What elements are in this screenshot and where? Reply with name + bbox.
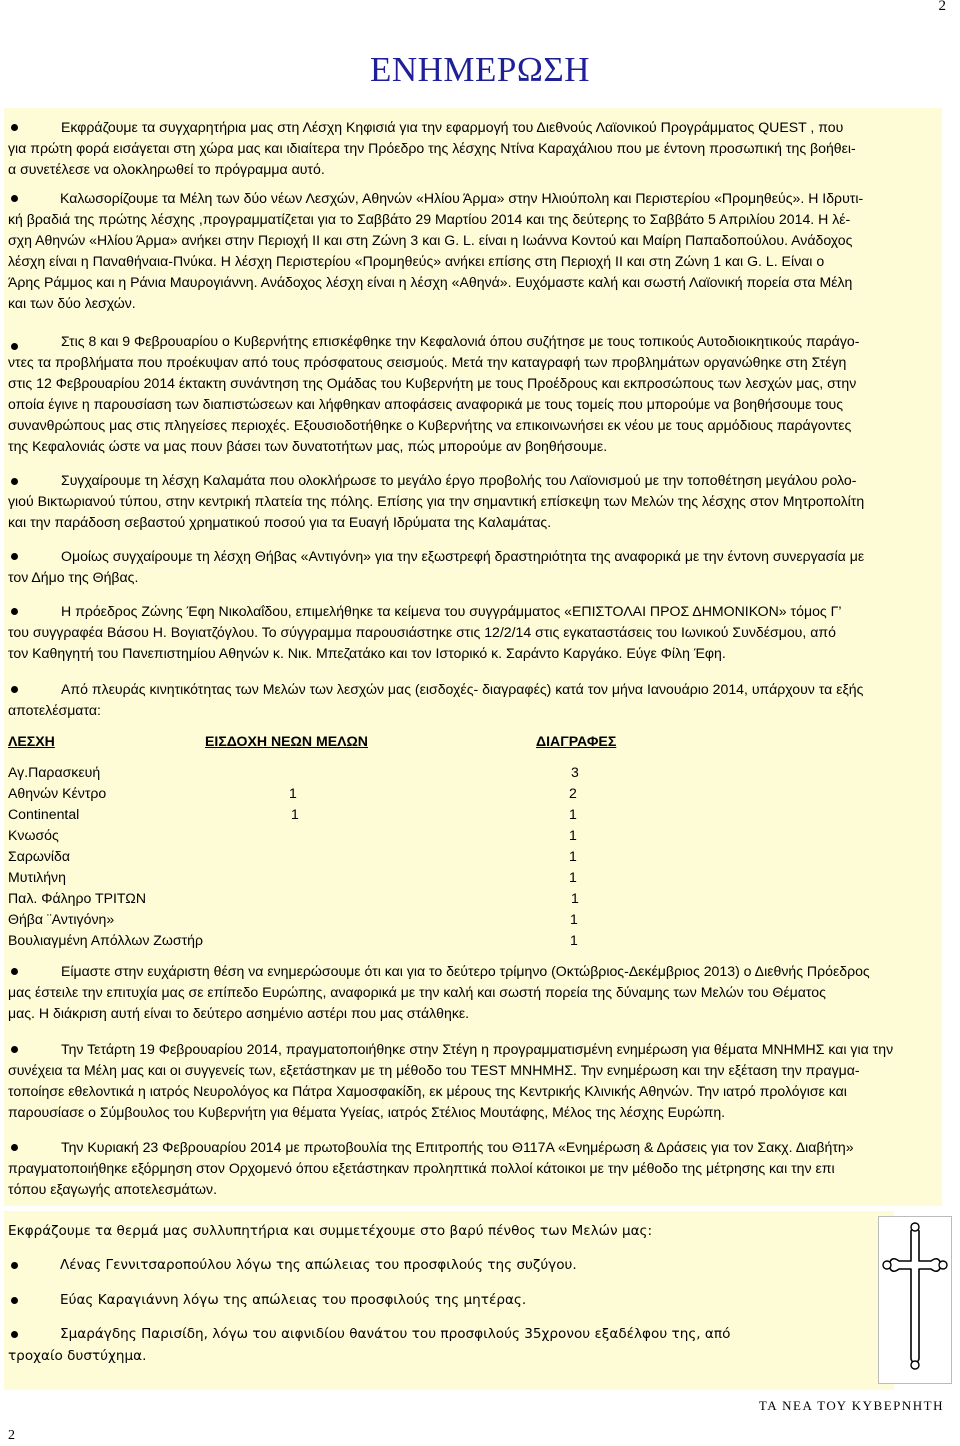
table-cell-removals: 1 <box>569 848 577 864</box>
paragraph-line: γιού Βικτωριανού τύπου, στην κεντρική πλατεία της πόλης. Επίσης για την σημαντική επίσκεψη των Μελών της λέσχης στον Μητροπολίτη <box>8 493 865 509</box>
paragraph-line: της Κεφαλονιάς ώστε να μας πουν βάσει των δυνατοτήτων μας, πώς μπορούμε αν βοηθήσουμε. <box>8 438 608 454</box>
cross-image <box>878 1216 952 1384</box>
paragraph-line: Ομοίως συγχαίρουμε τη λέσχη Θήβας «Αντιγόνη» για την εξωστρεφή δραστηριότητα της αναφορικά με την έντονη συνεργασία με <box>61 548 865 564</box>
news-paragraph <box>8 470 936 533</box>
table-cell-removals: 1 <box>569 827 577 843</box>
page-title: ΕΝΗΜΕΡΩΣΗ <box>369 50 591 89</box>
table-header-removals: ΔΙΑΓΡΑΦΕΣ <box>536 733 617 749</box>
paragraph-line: οποία έγινε η παρουσίαση των διαπιστώσεων και λήφθηκαν αποφάσεις αναφορικά με τους τομείς που μπορούμε να βοηθήσουμε τους <box>8 396 844 412</box>
table-cell-club: Βουλιαγμένη Απόλλων Ζωστήρ <box>8 932 204 948</box>
paragraph-line: για πρώτη φορά εισάγεται στη χώρα μας και ιδιαίτερα την Πρόεδρο της λέσχης Ντίνα Καραχάλιου που με έντονη προσωπική της βοήθει- <box>8 140 856 156</box>
paragraph-line: παρουσίασε ο Σύμβουλος του Κυβερνήτη για θέματα Υγείας, ιατρός Στέλιος Μουτάφης, Μέλος της λέσχης Ευρώπη. <box>8 1104 726 1120</box>
paragraph-line: Είμαστε στην ευχάριστη θέση να ενημερώσουμε ότι και για το δεύτερο τρίμηνο (Οκτώβριος-Δεκέμβριος 2013) ο Διεθνής Πρόεδρος <box>61 963 870 979</box>
table-cell-removals: 1 <box>569 806 577 822</box>
paragraph-line: τοποίησε εθελοντικά η ιατρός Νευρολόγος κα Πάτρα Χαμοσφακίδη, εκ μέρους της Κεντρικής Κλινικής Αθηνών. Την ιατρό προλόγισε και <box>8 1083 847 1099</box>
news-paragraph <box>8 546 936 588</box>
paragraph-line: λέσχη είναι η Παναθήναια-Πνύκα. Η λέσχη Περιστερίου «Προμηθεύς» ανήκει επίσης στη Περιοχή ΙΙ και στη Ζώνη 1 και G. L. Είναι ο <box>8 253 825 269</box>
newsletter-footer: ΤΑ ΝΕΑ ΤΟΥ ΚΥΒΕΡΝΗΤΗ <box>758 1398 944 1413</box>
paragraph-line: Την Κυριακή 23 Φεβρουαρίου 2014 με πρωτοβουλία της Επιτροπής του Θ117Α «Ενημέρωση & Δράσεις για τον Σακχ. Διαβήτη» <box>61 1139 854 1155</box>
bullet-icon <box>11 1262 18 1269</box>
news-paragraph <box>8 679 936 721</box>
table-row <box>8 869 708 890</box>
condolences-intro: Εκφράζουμε τα θερμά μας συλλυπητήρια και συμμετέχουμε στο βαρύ πένθος των Μελών μας: <box>8 1223 653 1239</box>
paragraph-line: Εκφράζουμε τα συγχαρητήρια μας στη Λέσχη Κηφισιά για την εφαρμογή του Διεθνούς Λαϊονικού Προγράμματος QUEST , που <box>61 119 844 135</box>
bullet-icon <box>11 1331 18 1338</box>
page-number-top: 2 <box>938 0 946 14</box>
paragraph-line: ντες τα προβλήματα που προέκυψαν από τους πρόσφατους σεισμούς. Μετά την καταγραφή των προβλημάτων οργανώθηκε στη Στέγη <box>8 354 847 370</box>
paragraph-line: τον Καθηγητή του Πανεπιστημίου Αθηνών κ. Νικ. Μπεζατάκο και τον Ιστορικό κ. Σαράντο Καργάκο. Εύγε Φίλη Έφη. <box>8 645 726 661</box>
table-header-club: ΛΕΣΧΗ <box>8 733 55 749</box>
table-cell-removals: 1 <box>570 932 578 948</box>
paragraph-line: τον Δήμο της Θήβας. <box>8 569 139 585</box>
news-paragraph <box>8 601 936 664</box>
table-row <box>8 806 708 827</box>
condolence-item-continuation: τροχαίο δυστύχημα. <box>8 1348 147 1364</box>
paragraph-line: συνέχεια τα Μέλη μας και οι συγγενείς των, εξετάστηκαν με τη μέθοδο του TEST ΜΝΗΜΗΣ. Την ενημέρωση και την εξέταση την πραγμα- <box>8 1062 860 1078</box>
paragraph-line: στις 12 Φεβρουαρίου 2014 έκτακτη συνάντηση της Ομάδας του Κυβερνήτη με τους Προέδρους και εκπροσώπους των λεσχών μας, στην <box>8 375 857 391</box>
table-header-admissions: ΕΙΣΔΟΧΗ ΝΕΩΝ ΜΕΛΩΝ <box>205 733 368 749</box>
table-row <box>8 932 708 953</box>
paragraph-line: Την Τετάρτη 19 Φεβρουαρίου 2014, πραγματοποιήθηκε στην Στέγη η προγραμματισμένη ενημέρωση για θέματα ΜΝΗΜΗΣ και για την <box>61 1041 894 1057</box>
table-row <box>8 890 708 911</box>
condolence-item: Σμαράγδης Παρισίδη, λόγω του αιφνιδίου θανάτου του προσφιλούς 35χρονου εξαδέλφου της, από <box>60 1326 731 1342</box>
paragraph-line: κή βραδιά της πρώτης λέσχης ,προγραμματίζεται για το Σαββάτο 29 Μαρτίου 2014 και της δεύτερης το Σαββάτο 5 Απριλίου 2014. Η λέ- <box>8 211 851 227</box>
bullet-icon <box>11 1297 18 1304</box>
paragraph-line: Συγχαίρουμε τη λέσχη Καλαμάτα που ολοκλήρωσε το μεγάλο έργο προβολής του Λαϊονισμού με την τοποθέτηση μεγάλου ρολο- <box>61 472 857 488</box>
news-paragraph <box>8 331 936 457</box>
paragraph-line: μας έστειλε την επιτυχία μας σε επίπεδο Ευρώπης, αναφορικά με την καλή και σωστή πορεία της δύναμης των Μελών του Θέματος <box>8 984 826 1000</box>
news-paragraph <box>8 1039 936 1123</box>
table-cell-admissions: 1 <box>289 785 297 801</box>
table-cell-club: Κνωσός <box>8 827 59 843</box>
table-cell-admissions: 1 <box>291 806 299 822</box>
page-number-bottom: 2 <box>8 1428 15 1443</box>
paragraph-line: και των δύο λεσχών. <box>8 295 136 311</box>
news-paragraph <box>8 117 936 180</box>
paragraph-line: Άρης Ράμμος και η Ράνια Μαυρογιάννη. Ανάδοχος λέσχη είναι η λέσχη «Αθηνά». Ευχόμαστε καλή και σωστή Λαϊονική πορεία στα Μέλη <box>8 274 853 290</box>
news-paragraph <box>8 1137 936 1200</box>
table-cell-club: Θήβα ¨Αντιγόνη» <box>8 911 115 927</box>
news-paragraph <box>8 188 936 314</box>
paragraph-line: του συγγραφέα Βάσου Η. Βογιατζόγλου. Το σύγγραμμα παρουσιάστηκε στις 12/2/14 στις εγκαταστάσεις του Ιωνικού Συνδέσμου, από <box>8 624 836 640</box>
paragraph-line: Στις 8 και 9 Φεβρουαρίου ο Κυβερνήτης επισκέφθηκε την Κεφαλονιά όπου συζήτησε με τους τοπικούς Αυτοδιοικητικούς παράγο- <box>61 333 860 349</box>
cross-icon <box>879 1217 951 1383</box>
paragraph-line: μας. Η διάκριση αυτή είναι το δεύτερο ασημένιο αστέρι που μας στάλθηκε. <box>8 1005 470 1021</box>
table-cell-removals: 1 <box>571 890 579 906</box>
paragraph-line: σχη Αθηνών «Ηλίου Άρμα» ανήκει στην Περιοχή ΙΙ και στη Ζώνη 3 και G. L. είναι η Ιωάννα Κοντού και Μαίρη Παπαδοπούλου. Ανάδοχος <box>8 232 853 248</box>
table-cell-club: Continental <box>8 806 80 822</box>
paragraph-line: α συνετέλεσε να ολοκληρωθεί το πρόγραμμα αυτό. <box>8 161 325 177</box>
table-cell-club: Μυτιλήνη <box>8 869 66 885</box>
table-row <box>8 764 708 785</box>
table-cell-club: Αγ.Παρασκευή <box>8 764 101 780</box>
table-row <box>8 848 708 869</box>
paragraph-line: συνανθρώπους μας στις πληγείσες περιοχές. Εξουσιοδοτήθηκε ο Κυβερνήτης να επικοινωνήσει εκ νέου με τους αρμόδιους παράγοντες <box>8 417 852 433</box>
news-paragraph <box>8 961 936 1024</box>
table-row <box>8 827 708 848</box>
paragraph-line: και την παράδοση σεβαστού χρηματικού ποσού για τα Ευαγή Ιδρύματα της Καλαμάτας. <box>8 514 552 530</box>
paragraph-line: πραγματοποιήθηκε εξόρμηση στον Ορχομενό όπου εξετάστηκαν προληπτικά πολλοί κάτοικοι με την μέθοδο της μέτρησης και την επι <box>8 1160 835 1176</box>
condolence-item: Εύας Καραγιάννη λόγω της απώλειας του προσφιλούς της μητέρας. <box>60 1292 527 1308</box>
table-cell-club: Παλ. Φάληρο ΤΡΙΤΩΝ <box>8 890 146 906</box>
table-cell-removals: 2 <box>569 785 577 801</box>
table-cell-removals: 1 <box>570 911 578 927</box>
table-row <box>8 911 708 932</box>
paragraph-line: αποτελέσματα: <box>8 702 101 718</box>
paragraph-line: Από πλευράς κινητικότητας των Μελών των λεσχών μας (εισδοχές- διαγραφές) κατά τον μήνα Ιανουάριο 2014, υπάρχουν τα εξής <box>61 681 864 697</box>
table-cell-club: Αθηνών Κέντρο <box>8 785 107 801</box>
paragraph-line: Η πρόεδρος Ζώνης Έφη Νικολαΐδου, επιμελήθηκε τα κείμενα του συγγράμματος «ΕΠΙΣΤΟΛΑΙ ΠΡΟΣ ΔΗΜΟΝΙΚΟΝ» τόμος Γ’ <box>61 603 842 619</box>
table-cell-removals: 3 <box>571 764 579 780</box>
condolence-item: Λένας Γεννιτσαροπούλου λόγω της απώλειας του προσφιλούς της συζύγου. <box>60 1257 577 1273</box>
table-cell-club: Σαρωνίδα <box>8 848 71 864</box>
table-row <box>8 785 708 806</box>
table-cell-removals: 1 <box>569 869 577 885</box>
paragraph-line: τόπου εξαγωγής αποτελεσμάτων. <box>8 1181 217 1197</box>
paragraph-line: Καλωσορίζουμε τα Μέλη των δύο νέων Λεσχών, Αθηνών «Ηλίου Άρμα» στην Ηλιούπολη και Περιστερίου «Προμηθεύς». Η Ιδρυτι- <box>60 190 864 206</box>
